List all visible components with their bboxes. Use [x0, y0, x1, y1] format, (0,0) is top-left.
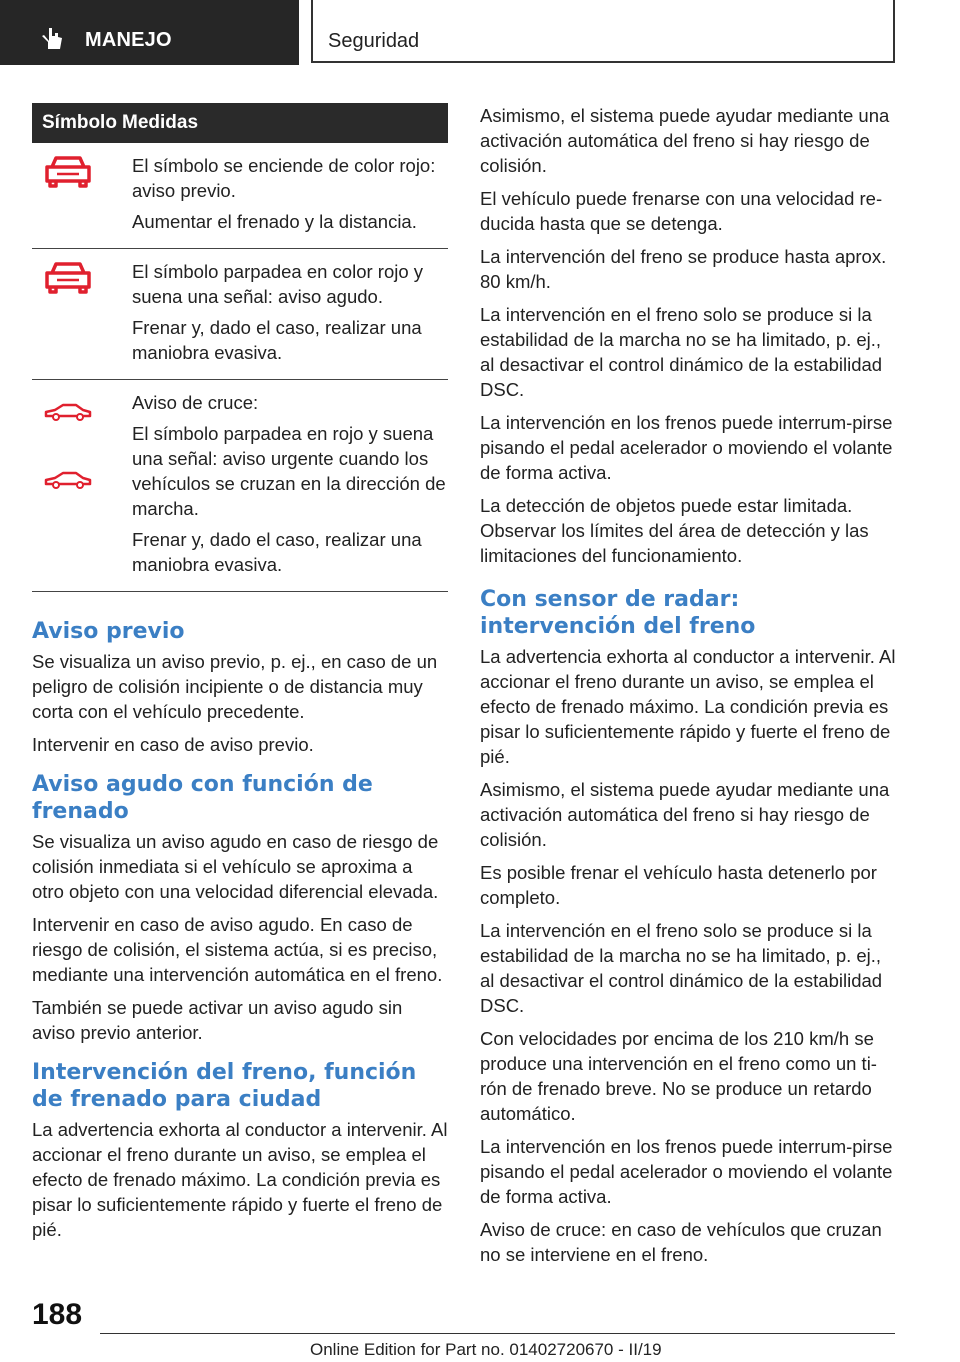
page-header	[311, 0, 895, 63]
paragraph: Se visualiza un aviso previo, p. ej., en caso de un peligro de colisión incipiente o de distancia muy corta con el vehículo precedente.	[32, 651, 438, 722]
car-side-red-icon	[43, 470, 93, 490]
measure-text: Frenar y, dado el caso, realizar una maniobra evasiva.	[132, 529, 422, 575]
car-front-red-icon	[43, 259, 93, 295]
page-number: 188	[32, 1298, 83, 1331]
measure-text: El símbolo parpadea en color rojo y suena una señal: aviso agudo.	[132, 261, 424, 307]
measure-text: El símbolo se enciende de color rojo: aviso previo.	[132, 155, 436, 201]
measure-text: Aumentar el frenado y la distancia.	[132, 211, 417, 232]
right-column	[480, 103, 896, 1275]
section-heading: Aviso previo	[32, 619, 185, 644]
car-front-red-icon	[43, 153, 93, 189]
car-side-red-icon	[43, 402, 93, 422]
paragraph: Intervenir en caso de aviso previo.	[32, 734, 314, 755]
paragraph: La intervención en los frenos puede interrum‐pirse pisando el pedal acelerador o moviendo el volante de forma activa.	[480, 1136, 893, 1207]
paragraph: La intervención del freno se produce hasta aprox. 80 km/h.	[480, 246, 887, 292]
symbol-table	[32, 103, 448, 592]
section-aviso-agudo	[32, 771, 448, 1045]
section-heading: Con sensor de radar: intervención del freno	[480, 587, 756, 639]
paragraph: La advertencia exhorta al conductor a intervenir. Al accionar el freno durante un aviso, se emplea el efecto de frenado máximo. La condición previa es pisar lo suficientemente rápido y fuerte el freno de pié.	[32, 1119, 448, 1240]
paragraph: Aviso de cruce: en caso de vehículos que cruzan no se interviene en el freno.	[480, 1219, 882, 1265]
paragraph: Intervenir en caso de aviso agudo. En caso de riesgo de colisión, el sistema actúa, si es preciso, mediante una intervención automática en el freno.	[32, 914, 443, 985]
section-heading: Intervención del freno, función de frenado para ciudad	[32, 1060, 417, 1112]
table-row	[32, 380, 448, 592]
section-intervencion-ciudad	[32, 1059, 448, 1242]
measure-text: El símbolo parpadea en rojo y suena una señal: aviso urgente cuando los vehículos se cruzan en la dirección de marcha.	[132, 423, 446, 519]
page-title: Seguridad	[328, 30, 420, 52]
paragraph: Es posible frenar el vehículo hasta detenerlo por completo.	[480, 862, 877, 908]
section-tab	[0, 0, 299, 65]
steering-hand-icon	[38, 24, 66, 52]
table-row	[32, 249, 448, 380]
paragraph: La advertencia exhorta al conductor a intervenir. Al accionar el freno durante un aviso, se emplea el efecto de frenado máximo. La condición previa es pisar lo suficientemente rápido y fuerte el freno de pié.	[480, 646, 896, 767]
paragraph: La intervención en el freno solo se produce si la estabilidad de la marcha no se ha limitado, p. ej., al desactivar el control dinámico de la estabilidad DSC.	[480, 920, 883, 1016]
section-aviso-previo	[32, 618, 448, 757]
paragraph: Asimismo, el sistema puede ayudar mediante una activación automática del freno si hay riesgo de colisión.	[480, 105, 890, 176]
left-column	[32, 103, 448, 1250]
paragraph: La intervención en los frenos puede interrum‐pirse pisando el pedal acelerador o moviendo el volante de forma activa.	[480, 412, 893, 483]
section-label: MANEJO	[85, 29, 172, 51]
measure-text: Frenar y, dado el caso, realizar una maniobra evasiva.	[132, 317, 422, 363]
footer-divider	[100, 1333, 895, 1334]
paragraph: La detección de objetos puede estar limitada. Observar los límites del área de detección y las limitaciones del funcionamiento.	[480, 495, 869, 566]
paragraph: Con velocidades por encima de los 210 km/h se produce una intervención en el freno como un ti‐rón de frenado breve. No se produce un retardo automático.	[480, 1028, 877, 1124]
paragraph: El vehículo puede frenarse con una velocidad re‐ducida hasta que se detenga.	[480, 188, 883, 234]
edition-info: Online Edition for Part no. 01402720670 - II/19	[310, 1340, 662, 1359]
paragraph: Se visualiza un aviso agudo en caso de riesgo de colisión inmediata si el vehículo se aproxima a otro objeto con una velocidad diferencial elevada.	[32, 831, 439, 902]
paragraph: Asimismo, el sistema puede ayudar mediante una activación automática del freno si hay riesgo de colisión.	[480, 779, 890, 850]
table-row	[32, 143, 448, 249]
measure-text: Aviso de cruce:	[132, 392, 259, 413]
column-header-symbol: Símbolo	[32, 103, 122, 143]
paragraph: La intervención en el freno solo se produce si la estabilidad de la marcha no se ha limitado, p. ej., al desactivar el control dinámico de la estabilidad DSC.	[480, 304, 883, 400]
section-heading: Aviso agudo con función de frenado	[32, 772, 373, 824]
section-radar	[480, 586, 896, 1267]
column-header-measures: Medidas	[122, 103, 448, 143]
paragraph: También se puede activar un aviso agudo sin aviso previo anterior.	[32, 997, 403, 1043]
